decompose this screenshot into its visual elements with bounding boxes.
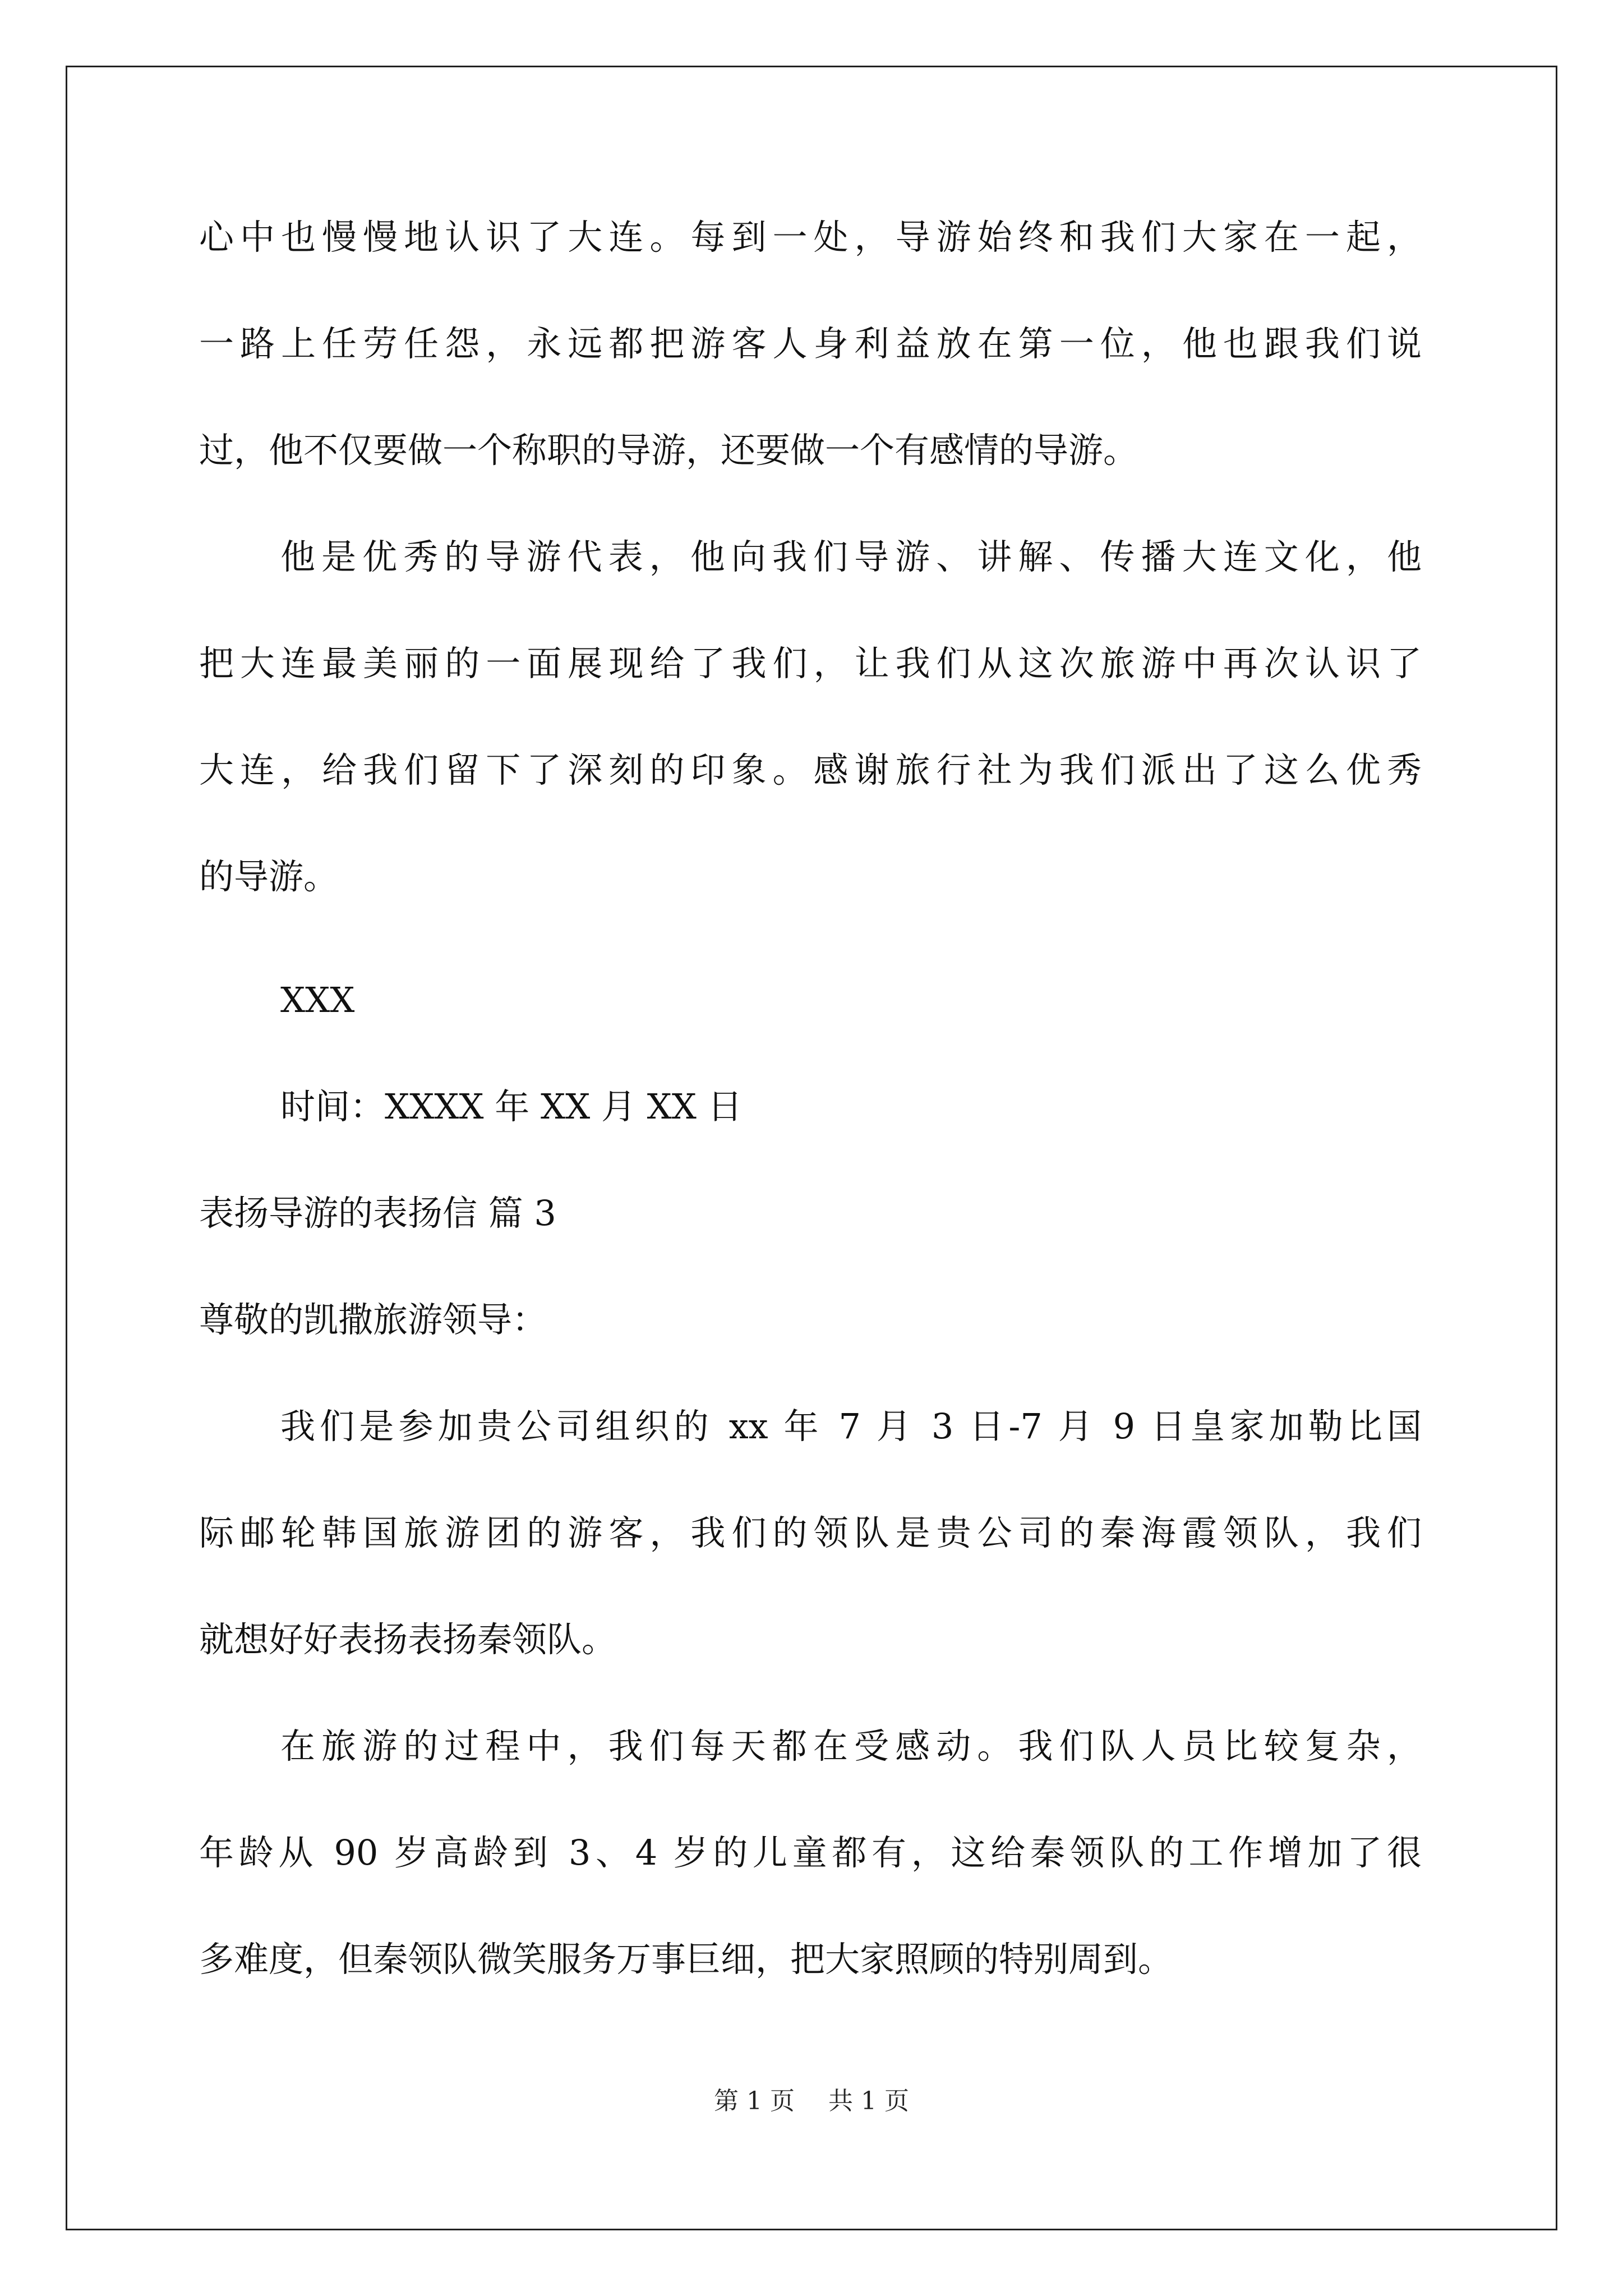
paragraph-line: 年龄从 90 岁高龄到 3、4 岁的儿童都有，这给秦领队的工作增加了很	[199, 1832, 1422, 1873]
paragraph-line: 我们是参加贵公司组织的 xx 年 7 月 3 日-7 月 9 日皇家加勒比国	[280, 1406, 1422, 1447]
page-number: 第 1 页	[714, 2087, 795, 2115]
paragraph-line: 心中也慢慢地认识了大连。每到一处，导游始终和我们大家在一起，	[199, 217, 1422, 257]
page-total: 共 1 页	[828, 2087, 909, 2115]
signature-date: 时间：XXXX 年 XX 月 XX 日	[280, 1086, 743, 1127]
salutation: 尊敬的凯撒旅游领导：	[199, 1299, 547, 1340]
section-heading: 表扬导游的表扬信 篇 3	[199, 1193, 556, 1234]
paragraph-line: 大连，给我们留下了深刻的印象。感谢旅行社为我们派出了这么优秀	[199, 749, 1422, 790]
paragraph-line: 他是优秀的导游代表，他向我们导游、讲解、传播大连文化，他	[280, 536, 1422, 577]
signature-name: XXX	[280, 979, 355, 1020]
paragraph-line: 把大连最美丽的一面展现给了我们，让我们从这次旅游中再次认识了	[199, 643, 1422, 684]
page-border	[66, 66, 1557, 2230]
page-footer	[0, 2086, 1623, 2117]
paragraph-line: 的导游。	[199, 856, 339, 897]
paragraph-line: 在旅游的过程中，我们每天都在受感动。我们队人员比较复杂，	[280, 1726, 1422, 1766]
paragraph-line: 过，他不仅要做一个称职的导游，还要做一个有感情的导游。	[199, 430, 1138, 471]
paragraph-line: 际邮轮韩国旅游团的游客，我们的领队是贵公司的秦海霞领队，我们	[199, 1512, 1422, 1553]
paragraph-line: 多难度，但秦领队微笑服务万事巨细，把大家照顾的特别周到。	[199, 1939, 1173, 1980]
paragraph-line: 就想好好表扬表扬秦领队。	[199, 1619, 617, 1660]
paragraph-line: 一路上任劳任怨，永远都把游客人身利益放在第一位，他也跟我们说	[199, 323, 1422, 364]
